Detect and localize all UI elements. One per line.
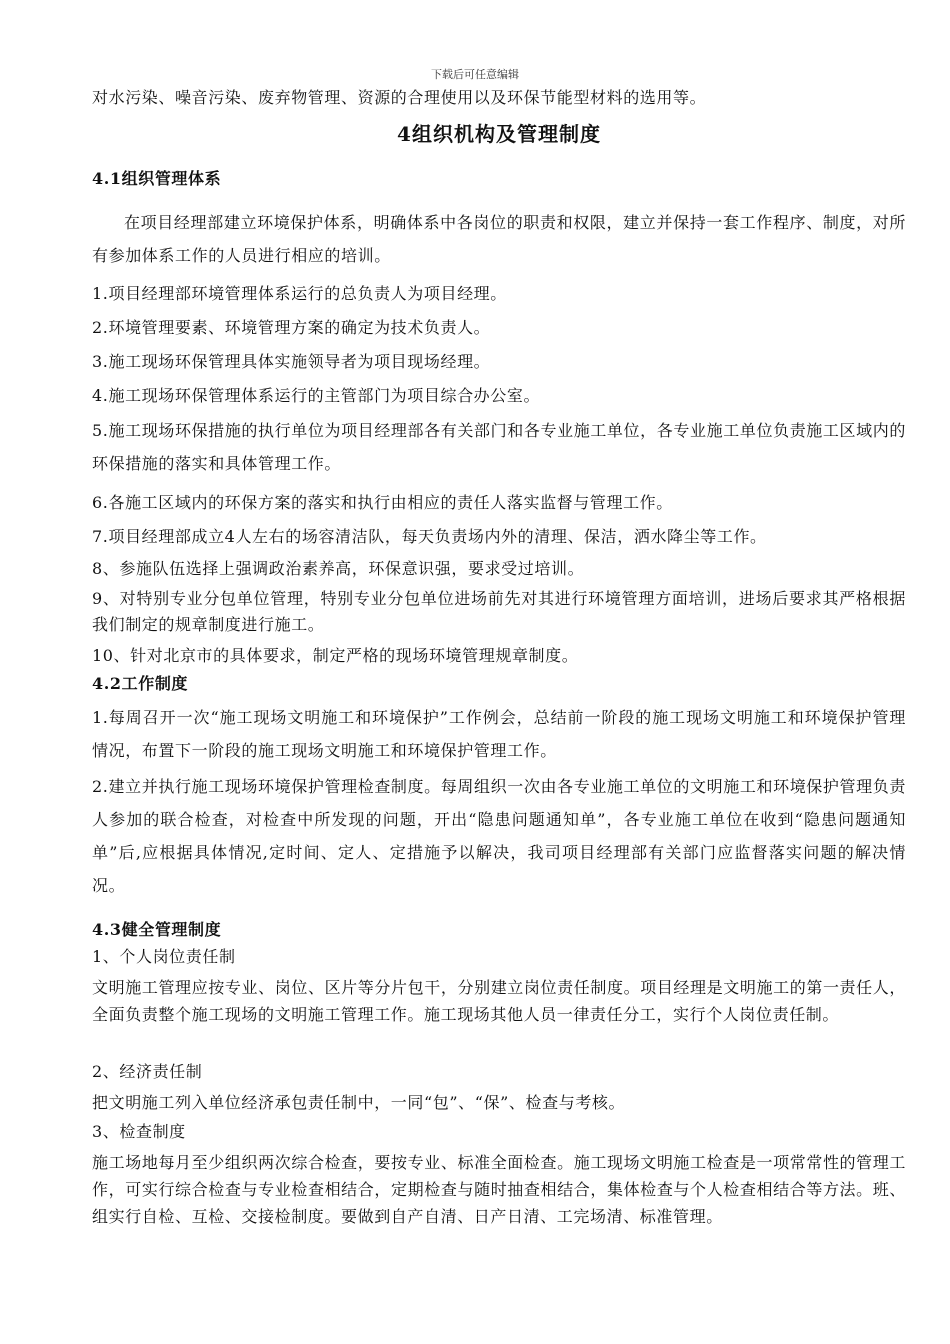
list-item: 1.每周召开一次“施工现场文明施工和环境保护”工作例会，总结前一阶段的施工现场文明施工和环境保护管理情况，布置下一阶段的施工现场文明施工和环境保护管理工作。 xyxy=(92,708,906,760)
list-item: 4.施工现场环保管理体系运行的主管部门为项目综合办公室。 xyxy=(92,386,541,405)
chapter-title: 4组织机构及管理制度 xyxy=(397,122,601,146)
paragraph: 把文明施工列入单位经济承包责任制中，一同“包”、“保”、检查与考核。 xyxy=(92,1093,626,1112)
list-item: 2.环境管理要素、环境管理方案的确定为技术负责人。 xyxy=(92,318,491,337)
list-item: 8、参施队伍选择上强调政治素养高，环保意识强，要求受过培训。 xyxy=(92,559,585,578)
paragraph: 施工场地每月至少组织两次综合检查，要按专业、标准全面检查。施工现场文明施工检查是一项常常性的管理工作，可实行综合检查与专业检查相结合，定期检查与随时抽查相结合，集体检查与个人检查相结合等方法。班、组实行自检、互检、交接检制度。要做到自产自清、日产日清、工完场清、标准管理。 xyxy=(92,1153,906,1226)
list-item: 5.施工现场环保措施的执行单位为项目经理部各有关部门和各专业施工单位，各专业施工单位负责施工区域内的环保措施的落实和具体管理工作。 xyxy=(92,421,906,473)
paragraph: 文明施工管理应按专业、岗位、区片等分片包干，分别建立岗位责任制度。项目经理是文明施工的第一责任人，全面负责整个施工现场的文明施工管理工作。施工现场其他人员一律责任分工，实行个人岗位责任制。 xyxy=(92,978,906,1024)
list-item: 9、对特别专业分包单位管理，特别专业分包单位进场前先对其进行环境管理方面培训，进场后要求其严格根据我们制定的规章制度进行施工。 xyxy=(92,589,906,634)
list-item: 3.施工现场环保管理具体实施领导者为项目现场经理。 xyxy=(92,352,491,371)
list-item: 6.各施工区域内的环保方案的落实和执行由相应的责任人落实监督与管理工作。 xyxy=(92,493,673,512)
list-item: 2.建立并执行施工现场环境保护管理检查制度。每周组织一次由各专业施工单位的文明施工和环境保护管理负责人参加的联合检查，对检查中所发现的问题，开出“隐患问题通知单”，各专业施工单位在收到“隐患问题通知单”后,应根据具体情况,定时间、定人、定措施予以解决，我司项目经理部有关部门应监督落实问题的解决情况。 xyxy=(92,777,906,895)
list-item: 10、针对北京市的具体要求，制定严格的现场环境管理规章制度。 xyxy=(92,646,579,665)
list-item: 7.项目经理部成立4人左右的场容清洁队，每天负责场内外的清理、保洁，洒水降尘等工作。 xyxy=(92,527,767,546)
list-item: 1.项目经理部环境管理体系运行的总负责人为项目经理。 xyxy=(92,284,507,303)
section-4-1-heading: 4.1组织管理体系 xyxy=(92,169,222,188)
subsection-title: 1、个人岗位责任制 xyxy=(92,947,236,966)
header-note: 下载后可任意编辑 xyxy=(431,68,519,81)
subsection-title: 3、检查制度 xyxy=(92,1122,186,1141)
intro-line: 对水污染、噪音污染、废弃物管理、资源的合理使用以及环保节能型材料的选用等。 xyxy=(92,88,707,107)
section-4-3-heading: 4.3健全管理制度 xyxy=(92,920,222,939)
section-4-2-heading: 4.2工作制度 xyxy=(92,674,189,693)
section-4-1-intro: 在项目经理部建立环境保护体系，明确体系中各岗位的职责和权限，建立并保持一套工作程序、制度，对所有参加体系工作的人员进行相应的培训。 xyxy=(92,213,906,265)
subsection-title: 2、经济责任制 xyxy=(92,1062,203,1081)
